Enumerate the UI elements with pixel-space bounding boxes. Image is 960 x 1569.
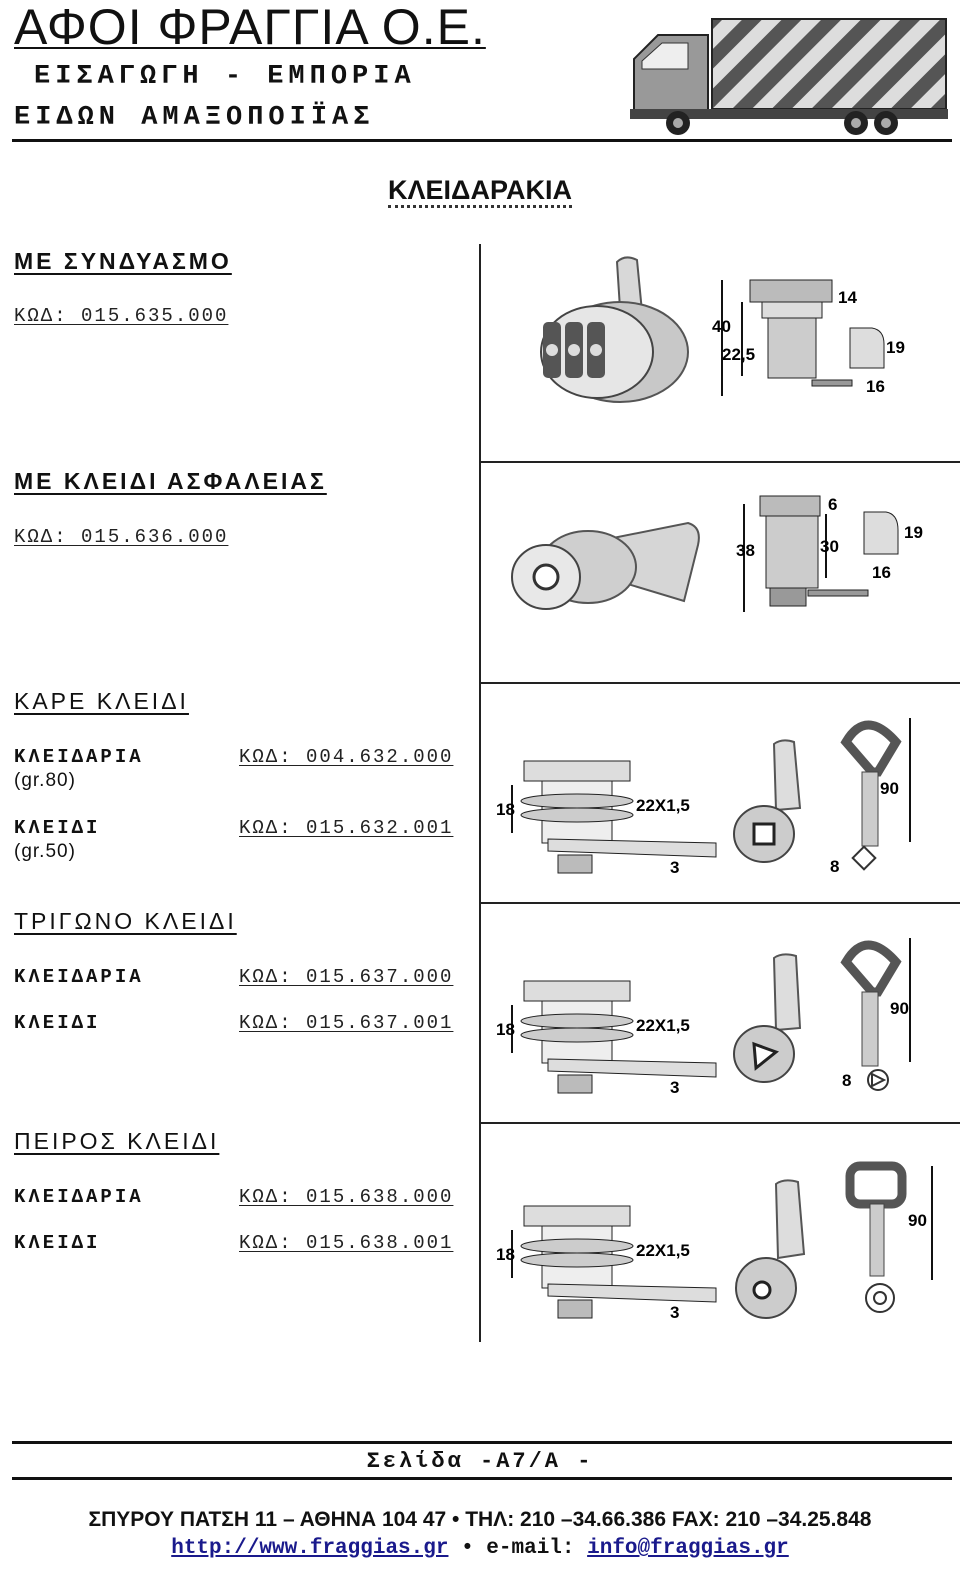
dim-label: 18	[496, 1020, 515, 1039]
row-divider	[481, 682, 960, 684]
section-heading-square-key: ΚΑΡΕ ΚΛΕΙΔΙ	[14, 688, 189, 714]
dim-label: 18	[496, 1245, 515, 1264]
dim-label: 22X1,5	[636, 796, 690, 815]
email-label: e-mail:	[486, 1537, 575, 1560]
footer-divider-top	[12, 1441, 952, 1444]
dim-label: 90	[908, 1211, 927, 1230]
product-code: ΚΩΔ: 015.638.000	[239, 1186, 454, 1208]
row-note: (gr.50)	[14, 841, 76, 862]
separator: •	[461, 1537, 474, 1560]
product-code: ΚΩΔ: 004.632.000	[239, 746, 454, 768]
combination-lock-dimensions	[712, 270, 912, 405]
dim-label: 90	[890, 999, 909, 1018]
dim-label: 22,5	[722, 345, 756, 364]
email-link[interactable]: info@fraggias.gr	[587, 1537, 789, 1560]
product-code: ΚΩΔ: 015.637.000	[239, 966, 454, 988]
company-address: ΣΠΥΡΟΥ ΠΑΤΣΗ 11 – ΑΘΗΝΑ 104 47 • ΤΗΛ: 210 –34.66.386 FAX: 210 –34.25.848	[88, 1508, 872, 1531]
header-subtitle-1: ΕΙΣΑΓΩΓΗ - ΕΜΠΟΡΙΑ	[34, 62, 416, 92]
dim-label: 16	[866, 377, 885, 396]
dim-label: 3	[670, 1078, 680, 1097]
row-divider	[481, 461, 960, 463]
website-link[interactable]: http://www.fraggias.gr	[171, 1537, 449, 1560]
pin-key-lock-image	[732, 1178, 822, 1324]
row-label: ΚΛΕΙΔΑΡΙΑ	[14, 1186, 144, 1208]
dim-label: 16	[872, 563, 891, 582]
dim-label: 6	[828, 495, 838, 514]
header-subtitle-2: ΕΙΔΩΝ ΑΜΑΞΟΠΟΙΪΑΣ	[14, 103, 375, 133]
row-label: ΚΛΕΙΔΙ	[14, 817, 101, 839]
row-divider	[481, 902, 960, 904]
product-code: ΚΩΔ: 015.637.001	[239, 1012, 454, 1034]
row-label: ΚΛΕΙΔΑΡΙΑ	[14, 966, 144, 988]
triangle-key-lock-image	[730, 952, 820, 1088]
dim-label: 19	[886, 338, 905, 357]
dim-label: 38	[736, 541, 755, 560]
dim-label: 8	[830, 857, 840, 876]
section-heading-triangle-key: ΤΡΙΓΩΝΟ ΚΛΕΙΔΙ	[14, 908, 237, 934]
safety-key-lock-dimensions	[730, 490, 940, 620]
dim-label: 18	[496, 800, 515, 819]
dim-label: 14	[838, 288, 857, 307]
dim-label: 30	[820, 537, 839, 556]
header-divider	[12, 139, 952, 142]
section-heading-combination: ΜΕ ΣΥΝΔΥΑΣΜΟ	[14, 248, 232, 274]
row-divider	[481, 1122, 960, 1124]
truck-logo	[628, 15, 950, 137]
pin-key-lock-dimensions	[492, 1200, 722, 1325]
triangle-key-lock-dimensions	[492, 975, 722, 1100]
row-note: (gr.80)	[14, 770, 76, 791]
row-label: ΚΛΕΙΔΑΡΙΑ	[14, 746, 144, 768]
product-code: ΚΩΔ: 015.638.001	[239, 1232, 454, 1254]
dim-label: 40	[712, 317, 731, 336]
safety-key-lock-image	[508, 505, 703, 620]
page-title: ΚΛΕΙΔΑΡΑΚΙΑ	[0, 175, 960, 206]
product-code: ΚΩΔ: 015.632.001	[239, 817, 454, 839]
product-code: ΚΩΔ: 015.635.000	[14, 305, 229, 327]
dim-label: 3	[670, 1303, 680, 1322]
square-key-lock-dimensions	[492, 755, 722, 880]
dim-label: 19	[904, 523, 923, 542]
section-heading-pin-key: ΠΕΙΡΟΣ ΚΛΕΙΔΙ	[14, 1128, 220, 1154]
product-code: ΚΩΔ: 015.636.000	[14, 526, 229, 548]
square-key-image	[826, 712, 936, 882]
company-name: ΑΦΟΙ ΦΡΑΓΓΙΑ Ο.Ε.	[14, 0, 486, 55]
combination-lock-image	[525, 252, 705, 412]
dim-label: 90	[880, 779, 899, 798]
page-number: Σελίδα -Α7/Α -	[366, 1449, 594, 1474]
dim-label: 3	[670, 858, 680, 877]
column-divider	[479, 244, 481, 1342]
contact-line	[0, 1537, 960, 1560]
square-key-lock-image	[730, 738, 820, 868]
dim-label: 22X1,5	[636, 1241, 690, 1260]
footer-divider-bottom	[12, 1477, 952, 1480]
pin-key-image	[840, 1156, 940, 1316]
dim-label: 22X1,5	[636, 1016, 690, 1035]
triangle-key-image	[826, 932, 936, 1102]
dim-label: 8	[842, 1071, 852, 1090]
section-heading-safety-key: ΜΕ ΚΛΕΙΔΙ ΑΣΦΑΛΕΙΑΣ	[14, 468, 327, 494]
row-label: ΚΛΕΙΔΙ	[14, 1012, 101, 1034]
row-label: ΚΛΕΙΔΙ	[14, 1232, 101, 1254]
